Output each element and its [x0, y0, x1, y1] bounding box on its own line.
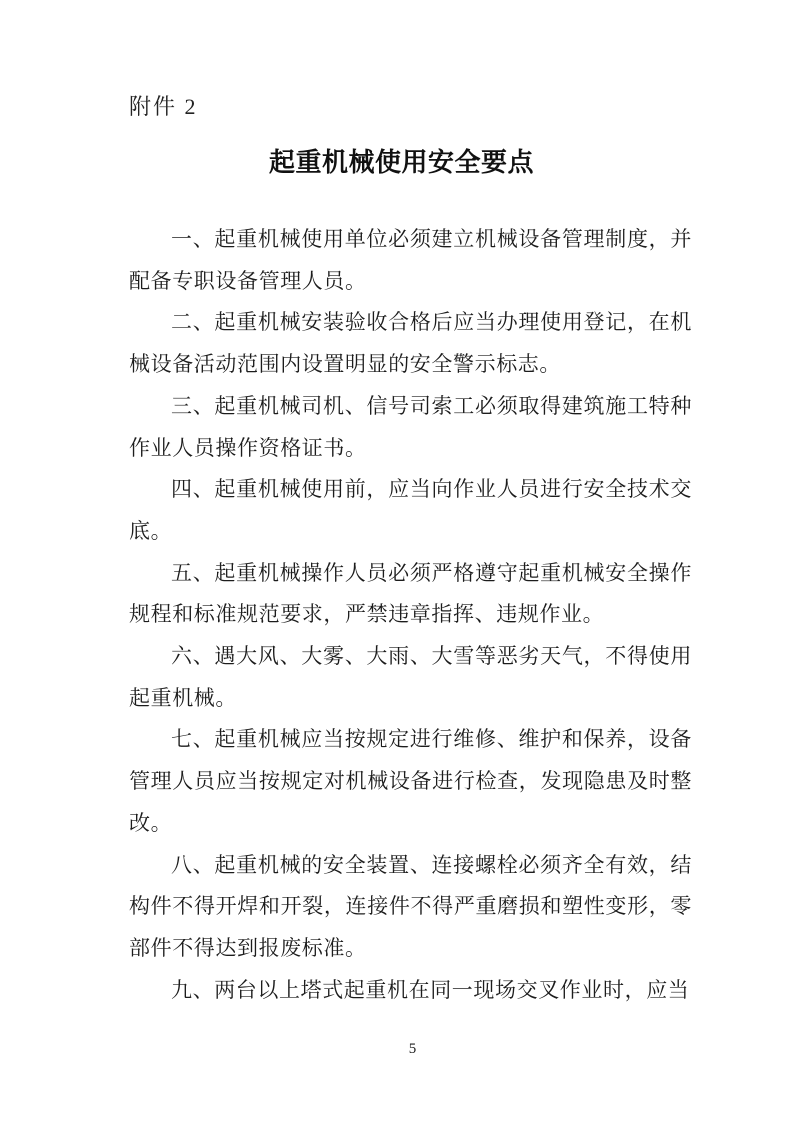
document-title: 起重机械使用安全要点	[268, 147, 534, 177]
body-paragraph-2: 二、起重机械安装验收合格后应当办理使用登记，在机械设备活动范围内设置明显的安全警示标志。	[129, 310, 692, 377]
body-paragraph-8: 八、起重机械的安全装置、连接螺栓必须齐全有效，结构件不得开焊和开裂，连接件不得严重磨损和塑性变形，零部件不得达到报废标准。	[129, 852, 692, 960]
body-paragraph-5: 五、起重机械操作人员必须严格遵守起重机械安全操作规程和标准规范要求，严禁违章指挥、违规作业。	[129, 560, 692, 627]
document-body	[129, 219, 692, 1011]
body-paragraph-3: 三、起重机械司机、信号司索工必须取得建筑施工特种作业人员操作资格证书。	[129, 393, 692, 460]
body-paragraph-9: 九、两台以上塔式起重机在同一现场交叉作业时，应当	[171, 977, 690, 1002]
body-paragraph-1: 一、起重机械使用单位必须建立机械设备管理制度，并配备专职设备管理人员。	[129, 227, 692, 293]
body-paragraph-4: 四、起重机械使用前，应当向作业人员进行安全技术交底。	[129, 477, 692, 543]
attachment-label: 附件 2	[129, 94, 198, 119]
body-paragraph-7: 七、起重机械应当按规定进行维修、维护和保养，设备管理人员应当按规定对机械设备进行检查，发现隐患及时整改。	[129, 727, 692, 835]
body-paragraph-6: 六、遇大风、大雾、大雨、大雪等恶劣天气，不得使用起重机械。	[129, 644, 692, 710]
page-number: 5	[408, 1041, 417, 1057]
